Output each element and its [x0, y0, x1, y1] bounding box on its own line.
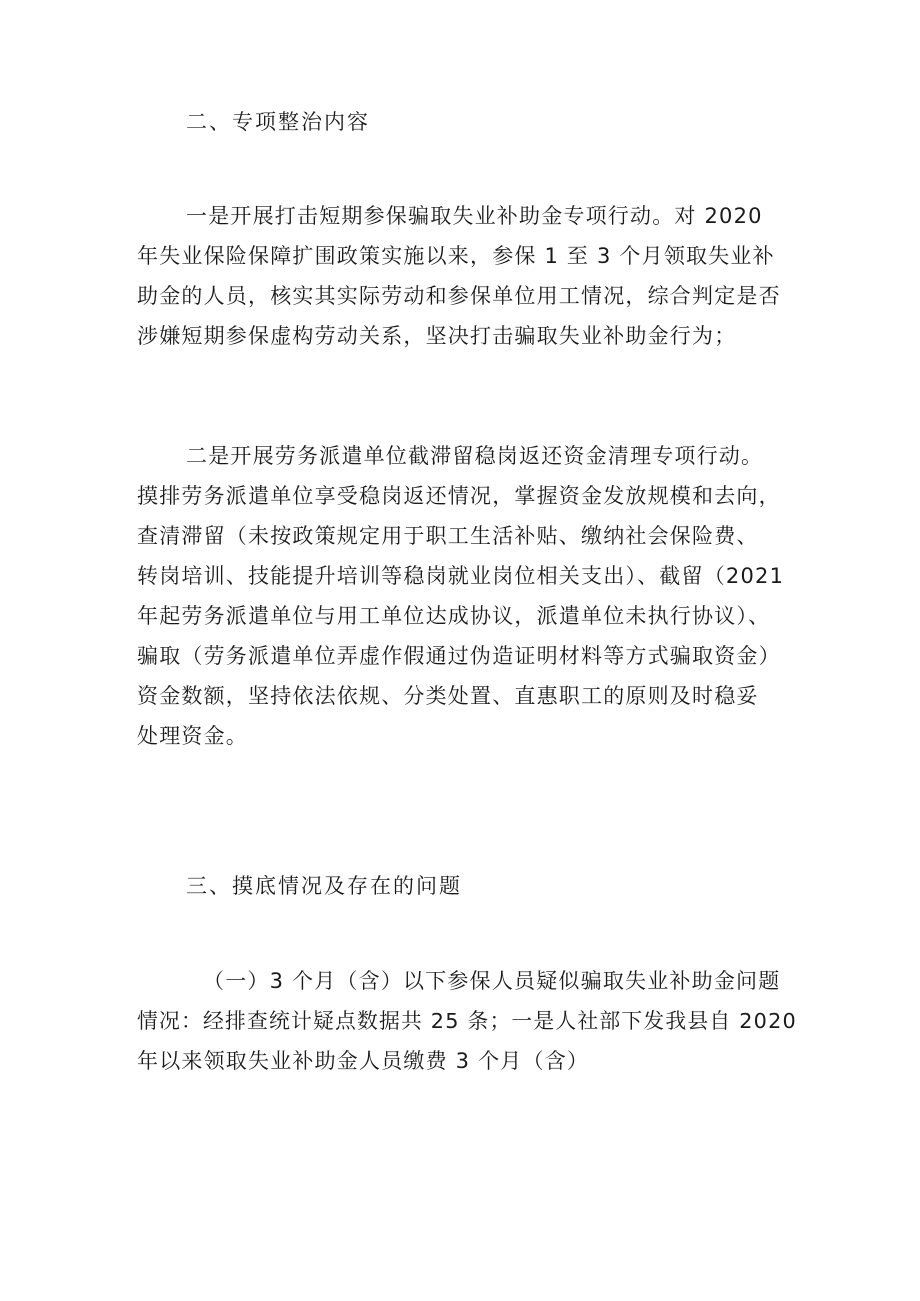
text-line: 转岗培训、技能提升培训等稳岗就业岗位相关支出）、截留（2021: [137, 564, 785, 588]
text-line: 摸排劳务派遣单位享受稳岗返还情况，掌握资金发放规模和去向，: [137, 484, 781, 508]
text-line: （一）3 个月（含）以下参保人员疑似骗取失业补助金问题: [203, 969, 781, 993]
text-line: 查清滞留（未按政策规定用于职工生活补贴、缴纳社会保险费、: [137, 524, 759, 548]
text-line: 二是开展劳务派遣单位截滞留稳岗返还资金清理专项行动。: [186, 444, 764, 468]
section-heading-2: [137, 102, 797, 142]
text-line: 资金数额，坚持依法依规、分类处置、直惠职工的原则及时稳妥: [137, 684, 759, 708]
paragraph-labor-dispatch: [137, 436, 797, 756]
text-line: 一是开展打击短期参保骗取失业补助金专项行动。对 2020: [186, 204, 763, 228]
text-line: 情况：经排查统计疑点数据共 25 条；一是人社部下发我县自 2020: [137, 1009, 797, 1033]
text-line: 年起劳务派遣单位与用工单位达成协议，派遣单位未执行协议）、: [137, 604, 771, 628]
text-line: 骗取（劳务派遣单位弄虚作假通过伪造证明材料等方式骗取资金）: [137, 644, 781, 668]
text-line: 助金的人员，核实其实际劳动和参保单位用工情况，综合判定是否: [137, 284, 781, 308]
paragraph-short-term-insurance: [137, 196, 797, 356]
section-heading-3: [137, 866, 797, 906]
heading-text: 二、专项整治内容: [186, 110, 370, 134]
text-line: 年以来领取失业补助金人员缴费 3 个月（含）: [137, 1049, 590, 1073]
heading-text: 三、摸底情况及存在的问题: [186, 874, 462, 898]
paragraph-screening-results: [137, 961, 797, 1081]
text-line: 涉嫌短期参保虚构劳动关系，坚决打击骗取失业补助金行为；: [137, 324, 737, 348]
text-line: 年失业保险保障扩围政策实施以来，参保 1 至 3 个月领取失业补: [137, 244, 775, 268]
text-line: 处理资金。: [137, 724, 248, 748]
